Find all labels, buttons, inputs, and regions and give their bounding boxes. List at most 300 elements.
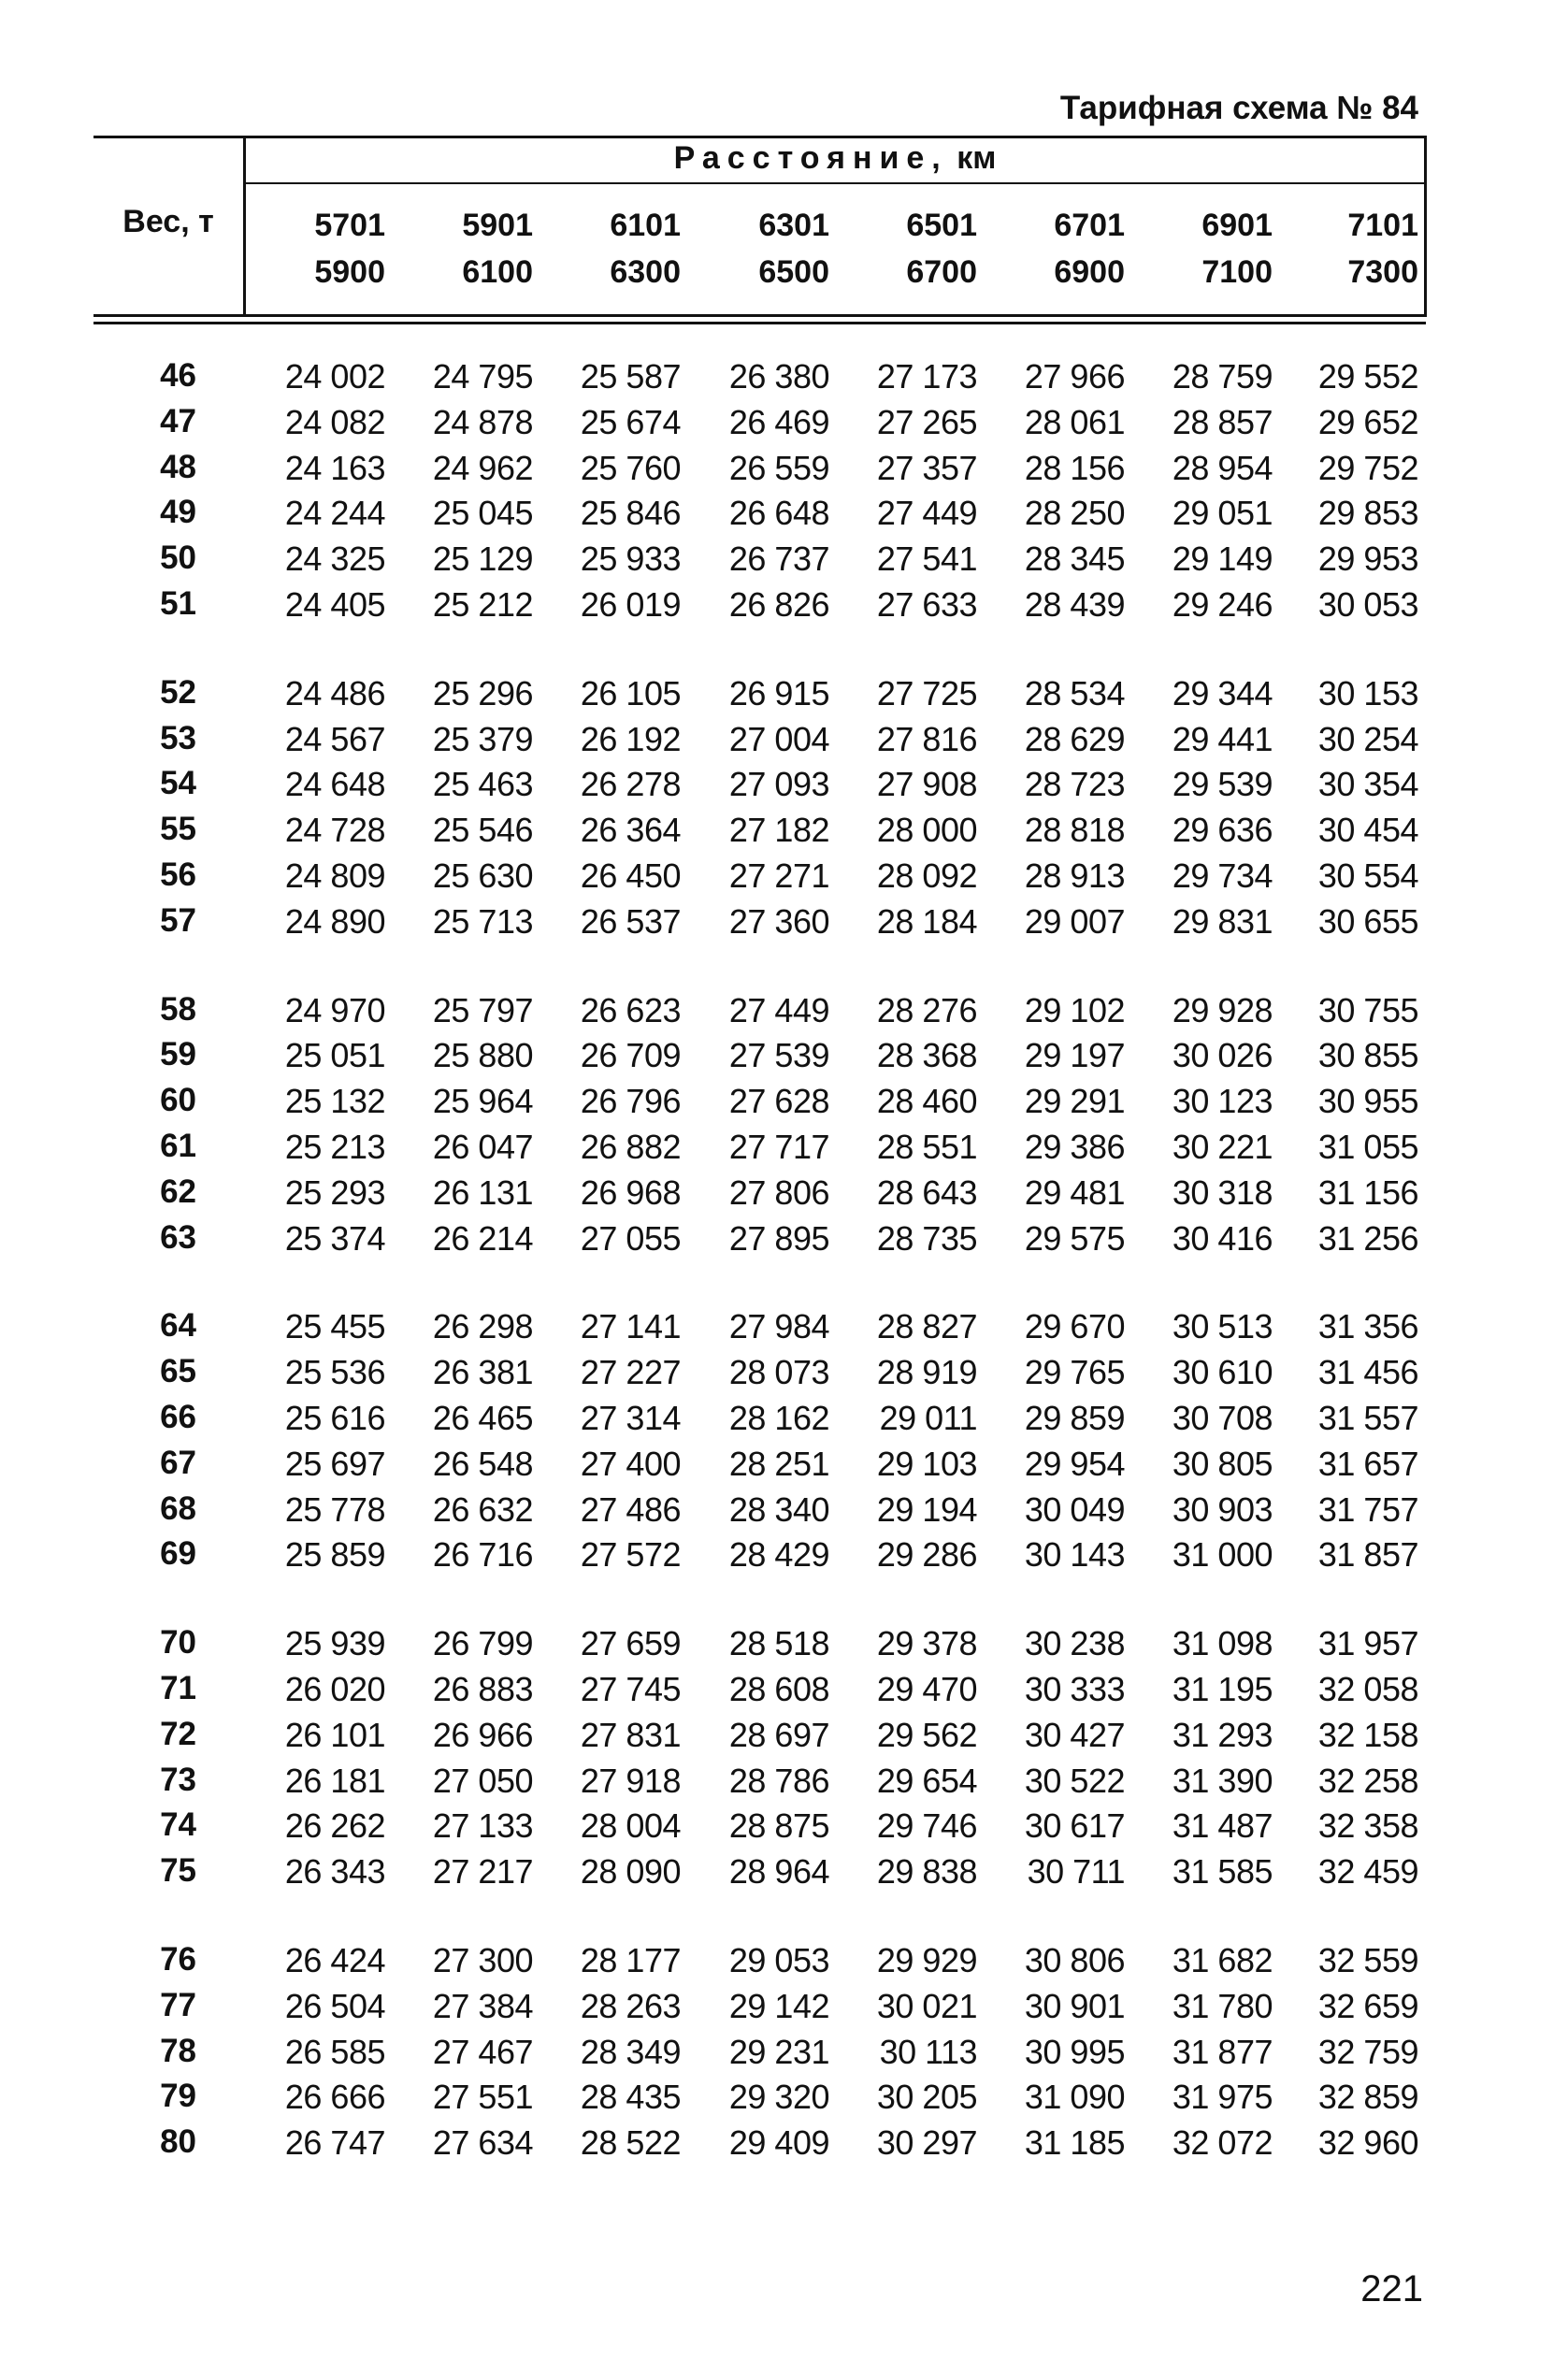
column-head-from: 6701 xyxy=(1054,208,1125,243)
tariff-cell: 31 055 xyxy=(1317,1128,1418,1166)
tariff-cell: 26 020 xyxy=(284,1670,385,1708)
column-head-from: 5701 xyxy=(314,208,385,243)
tariff-cell: 26 882 xyxy=(580,1128,681,1166)
tariff-cell: 27 141 xyxy=(580,1307,681,1346)
tariff-cell: 25 797 xyxy=(432,990,533,1029)
header-bottom-rule-2 xyxy=(94,322,1426,324)
tariff-cell: 31 293 xyxy=(1172,1715,1273,1754)
tariff-cell: 26 019 xyxy=(580,585,681,624)
tariff-cell: 28 090 xyxy=(580,1852,681,1892)
tariff-cell: 26 298 xyxy=(432,1307,533,1346)
tariff-cell: 27 908 xyxy=(876,765,977,804)
weight-cell: 66 xyxy=(160,1399,196,1435)
tariff-cell: 27 895 xyxy=(728,1218,829,1258)
tariff-cell: 32 258 xyxy=(1317,1761,1418,1800)
tariff-cell: 31 356 xyxy=(1317,1307,1418,1346)
tariff-cell: 29 378 xyxy=(876,1624,977,1663)
tariff-cell: 29 286 xyxy=(876,1535,977,1575)
tariff-cell: 28 435 xyxy=(580,2078,681,2117)
tariff-cell: 29 481 xyxy=(1024,1173,1125,1212)
tariff-cell: 26 465 xyxy=(432,1399,533,1437)
tariff-cell: 25 296 xyxy=(432,673,533,712)
tariff-cell: 31 757 xyxy=(1317,1489,1418,1529)
tariff-cell: 30 806 xyxy=(1024,1941,1125,1979)
tariff-cell: 30 238 xyxy=(1024,1624,1125,1663)
tariff-cell: 27 004 xyxy=(728,719,829,758)
tariff-cell: 26 548 xyxy=(432,1444,533,1483)
tariff-cell: 30 354 xyxy=(1317,765,1418,804)
tariff-cell: 27 271 xyxy=(728,856,829,895)
tariff-cell: 31 456 xyxy=(1317,1353,1418,1392)
tariff-cell: 30 617 xyxy=(1024,1806,1125,1846)
column-head-to: 6700 xyxy=(906,254,977,290)
weight-column-label: Вес, т xyxy=(122,204,214,239)
tariff-cell: 27 551 xyxy=(432,2078,533,2117)
weight-cell: 51 xyxy=(160,585,196,622)
header-bottom-rule-1 xyxy=(94,314,1426,317)
tariff-cell: 26 883 xyxy=(432,1670,533,1708)
tariff-cell: 28 073 xyxy=(728,1353,829,1392)
weight-cell: 80 xyxy=(160,2123,196,2161)
tariff-cell: 32 158 xyxy=(1317,1715,1418,1754)
tariff-cell: 25 939 xyxy=(284,1624,385,1663)
tariff-cell: 25 713 xyxy=(432,901,533,941)
tariff-cell: 31 090 xyxy=(1024,2078,1125,2117)
tariff-cell: 29 344 xyxy=(1172,673,1273,712)
tariff-cell: 29 562 xyxy=(876,1715,977,1754)
page-number: 221 xyxy=(1360,2268,1423,2309)
tariff-cell: 26 966 xyxy=(432,1715,533,1754)
header-top-rule xyxy=(94,136,1426,138)
tariff-cell: 30 805 xyxy=(1172,1444,1273,1483)
tariff-cell: 28 184 xyxy=(876,901,977,941)
tariff-cell: 24 890 xyxy=(284,901,385,941)
tariff-cell: 26 450 xyxy=(580,856,681,895)
tariff-cell: 27 400 xyxy=(580,1444,681,1483)
weight-cell: 64 xyxy=(160,1307,196,1345)
tariff-cell: 26 380 xyxy=(728,357,829,396)
tariff-cell: 27 357 xyxy=(876,448,977,487)
tariff-cell: 27 634 xyxy=(432,2123,533,2163)
tariff-cell: 27 966 xyxy=(1024,357,1125,396)
tariff-cell: 31 877 xyxy=(1172,2032,1273,2071)
tariff-cell: 27 449 xyxy=(728,990,829,1029)
tariff-cell: 31 000 xyxy=(1172,1535,1273,1575)
tariff-cell: 27 745 xyxy=(580,1670,681,1708)
tariff-cell: 28 177 xyxy=(580,1941,681,1979)
tariff-cell: 31 780 xyxy=(1172,1986,1273,2025)
tariff-cell: 28 723 xyxy=(1024,765,1125,804)
weight-cell: 57 xyxy=(160,901,196,939)
tariff-cell: 29 149 xyxy=(1172,540,1273,579)
distance-rule xyxy=(245,182,1426,184)
column-head-from: 5901 xyxy=(462,208,533,243)
tariff-cell: 28 368 xyxy=(876,1036,977,1075)
tariff-cell: 31 657 xyxy=(1317,1444,1418,1483)
tariff-cell: 29 539 xyxy=(1172,765,1273,804)
weight-cell: 47 xyxy=(160,402,196,439)
tariff-cell: 30 021 xyxy=(876,1986,977,2025)
tariff-cell: 30 333 xyxy=(1024,1670,1125,1708)
tariff-cell: 29 103 xyxy=(876,1444,977,1483)
tariff-cell: 29 929 xyxy=(876,1941,977,1979)
tariff-cell: 25 846 xyxy=(580,494,681,533)
tariff-cell: 28 250 xyxy=(1024,494,1125,533)
tariff-cell: 29 386 xyxy=(1024,1128,1125,1166)
tariff-cell: 24 970 xyxy=(284,990,385,1029)
distance-label xyxy=(245,140,1425,177)
tariff-cell: 28 608 xyxy=(728,1670,829,1708)
tariff-cell: 32 859 xyxy=(1317,2078,1418,2117)
weight-cell: 72 xyxy=(160,1715,196,1752)
tariff-cell: 27 217 xyxy=(432,1852,533,1892)
tariff-cell: 27 725 xyxy=(876,673,977,712)
weight-cell: 62 xyxy=(160,1173,196,1210)
tariff-cell: 28 913 xyxy=(1024,856,1125,895)
tariff-cell: 30 901 xyxy=(1024,1986,1125,2025)
tariff-cell: 29 853 xyxy=(1317,494,1418,533)
tariff-cell: 28 004 xyxy=(580,1806,681,1846)
tariff-cell: 30 113 xyxy=(879,2032,977,2071)
tariff-cell: 27 633 xyxy=(876,585,977,624)
weight-cell: 46 xyxy=(160,357,196,394)
tariff-cell: 25 880 xyxy=(432,1036,533,1075)
tariff-cell: 27 384 xyxy=(432,1986,533,2025)
tariff-cell: 29 007 xyxy=(1024,901,1125,941)
weight-cell: 60 xyxy=(160,1082,196,1119)
weight-cell: 48 xyxy=(160,448,196,485)
tariff-cell: 30 708 xyxy=(1172,1399,1273,1437)
tariff-cell: 30 655 xyxy=(1317,901,1418,941)
tariff-cell: 26 343 xyxy=(284,1852,385,1892)
tariff-cell: 32 358 xyxy=(1317,1806,1418,1846)
tariff-cell: 31 957 xyxy=(1317,1624,1418,1663)
tariff-cell: 25 546 xyxy=(432,811,533,850)
column-head-from: 6101 xyxy=(610,208,681,243)
tariff-cell: 28 818 xyxy=(1024,811,1125,850)
tariff-cell: 27 806 xyxy=(728,1173,829,1212)
tariff-cell: 31 557 xyxy=(1317,1399,1418,1437)
tariff-cell: 27 300 xyxy=(432,1941,533,1979)
tariff-cell: 27 449 xyxy=(876,494,977,533)
tariff-cell: 24 325 xyxy=(284,540,385,579)
tariff-cell: 30 026 xyxy=(1172,1036,1273,1075)
tariff-cell: 26 047 xyxy=(432,1128,533,1166)
column-head-from: 6301 xyxy=(758,208,829,243)
tariff-cell: 25 463 xyxy=(432,765,533,804)
tariff-cell: 28 629 xyxy=(1024,719,1125,758)
tariff-cell: 26 105 xyxy=(580,673,681,712)
tariff-cell: 28 518 xyxy=(728,1624,829,1663)
tariff-cell: 26 632 xyxy=(432,1489,533,1529)
tariff-cell: 30 513 xyxy=(1172,1307,1273,1346)
tariff-cell: 27 918 xyxy=(580,1761,681,1800)
tariff-cell: 31 195 xyxy=(1172,1670,1273,1708)
tariff-cell: 28 156 xyxy=(1024,448,1125,487)
tariff-cell: 30 153 xyxy=(1317,673,1418,712)
tariff-cell: 28 092 xyxy=(876,856,977,895)
weight-cell: 61 xyxy=(160,1128,196,1164)
tariff-cell: 27 182 xyxy=(728,811,829,850)
tariff-cell: 29 231 xyxy=(728,2032,829,2071)
tariff-cell: 25 536 xyxy=(284,1353,385,1392)
tariff-cell: 28 697 xyxy=(728,1715,829,1754)
tariff-cell: 25 051 xyxy=(284,1036,385,1075)
tariff-cell: 28 919 xyxy=(876,1353,977,1392)
tariff-cell: 26 648 xyxy=(728,494,829,533)
tariff-cell: 29 670 xyxy=(1024,1307,1125,1346)
tariff-cell: 30 522 xyxy=(1024,1761,1125,1800)
tariff-cell: 28 551 xyxy=(876,1128,977,1166)
tariff-cell: 26 262 xyxy=(284,1806,385,1846)
tariff-cell: 32 072 xyxy=(1172,2123,1273,2163)
tariff-cell: 26 504 xyxy=(284,1986,385,2025)
tariff-cell: 28 349 xyxy=(580,2032,681,2071)
tariff-cell: 28 162 xyxy=(728,1399,829,1437)
tariff-cell: 27 541 xyxy=(876,540,977,579)
tariff-cell: 26 799 xyxy=(432,1624,533,1663)
tariff-cell: 32 659 xyxy=(1317,1986,1418,2025)
tariff-cell: 24 405 xyxy=(284,585,385,624)
tariff-cell: 30 711 xyxy=(1027,1852,1125,1892)
tariff-cell: 25 213 xyxy=(284,1128,385,1166)
tariff-cell: 25 697 xyxy=(284,1444,385,1483)
tariff-cell: 26 181 xyxy=(284,1761,385,1800)
weight-cell: 74 xyxy=(160,1806,196,1844)
tariff-cell: 26 469 xyxy=(728,402,829,441)
tariff-cell: 26 131 xyxy=(432,1173,533,1212)
tariff-cell: 25 455 xyxy=(284,1307,385,1346)
tariff-cell: 24 728 xyxy=(284,811,385,850)
tariff-cell: 29 011 xyxy=(879,1399,977,1437)
tariff-cell: 26 915 xyxy=(728,673,829,712)
tariff-cell: 27 133 xyxy=(432,1806,533,1846)
weight-cell: 49 xyxy=(160,494,196,531)
tariff-cell: 25 132 xyxy=(284,1082,385,1121)
tariff-cell: 25 129 xyxy=(432,540,533,579)
tariff-cell: 27 093 xyxy=(728,765,829,804)
tariff-cell: 30 053 xyxy=(1317,585,1418,624)
column-head-to: 6900 xyxy=(1054,254,1125,290)
tariff-cell: 29 953 xyxy=(1317,540,1418,579)
tariff-cell: 28 534 xyxy=(1024,673,1125,712)
tariff-cell: 24 795 xyxy=(432,357,533,396)
tariff-cell: 27 360 xyxy=(728,901,829,941)
weight-cell: 78 xyxy=(160,2032,196,2069)
tariff-cell: 24 163 xyxy=(284,448,385,487)
tariff-cell: 28 000 xyxy=(876,811,977,850)
tariff-cell: 29 291 xyxy=(1024,1082,1125,1121)
tariff-cell: 27 055 xyxy=(580,1218,681,1258)
column-head-to: 5900 xyxy=(314,254,385,290)
weight-cell: 70 xyxy=(160,1624,196,1662)
weight-cell: 55 xyxy=(160,811,196,848)
tariff-cell: 27 816 xyxy=(876,719,977,758)
tariff-cell: 26 709 xyxy=(580,1036,681,1075)
tariff-cell: 29 838 xyxy=(876,1852,977,1892)
tariff-cell: 30 610 xyxy=(1172,1353,1273,1392)
weight-cell: 75 xyxy=(160,1852,196,1890)
tariff-cell: 29 246 xyxy=(1172,585,1273,624)
tariff-cell: 29 831 xyxy=(1172,901,1273,941)
tariff-cell: 30 318 xyxy=(1172,1173,1273,1212)
tariff-cell: 29 552 xyxy=(1317,357,1418,396)
column-head-to: 7100 xyxy=(1201,254,1273,290)
tariff-cell: 26 737 xyxy=(728,540,829,579)
tariff-cell: 24 244 xyxy=(284,494,385,533)
tariff-cell: 27 467 xyxy=(432,2032,533,2071)
tariff-cell: 27 486 xyxy=(580,1489,681,1529)
weight-cell: 76 xyxy=(160,1941,196,1978)
tariff-cell: 29 654 xyxy=(876,1761,977,1800)
column-head-to: 6100 xyxy=(462,254,533,290)
tariff-cell: 30 427 xyxy=(1024,1715,1125,1754)
tariff-cell: 24 082 xyxy=(284,402,385,441)
tariff-cell: 30 254 xyxy=(1317,719,1418,758)
tariff-cell: 31 098 xyxy=(1172,1624,1273,1663)
tariff-cell: 24 486 xyxy=(284,673,385,712)
tariff-cell: 24 878 xyxy=(432,402,533,441)
tariff-cell: 30 855 xyxy=(1317,1036,1418,1075)
tariff-cell: 27 050 xyxy=(432,1761,533,1800)
tariff-cell: 27 572 xyxy=(580,1535,681,1575)
tariff-cell: 27 173 xyxy=(876,357,977,396)
tariff-cell: 26 278 xyxy=(580,765,681,804)
tariff-cell: 25 859 xyxy=(284,1535,385,1575)
tariff-cell: 28 786 xyxy=(728,1761,829,1800)
tariff-cell: 26 559 xyxy=(728,448,829,487)
weight-cell: 67 xyxy=(160,1444,196,1481)
column-head-to: 6300 xyxy=(610,254,681,290)
tariff-cell: 26 826 xyxy=(728,585,829,624)
tariff-cell: 25 293 xyxy=(284,1173,385,1212)
tariff-cell: 29 734 xyxy=(1172,856,1273,895)
weight-cell: 50 xyxy=(160,540,196,577)
tariff-cell: 31 975 xyxy=(1172,2078,1273,2117)
tariff-cell: 27 659 xyxy=(580,1624,681,1663)
weight-cell: 68 xyxy=(160,1489,196,1527)
tariff-cell: 26 666 xyxy=(284,2078,385,2117)
tariff-cell: 30 903 xyxy=(1172,1489,1273,1529)
tariff-cell: 30 297 xyxy=(876,2123,977,2163)
tariff-cell: 28 643 xyxy=(876,1173,977,1212)
tariff-cell: 24 567 xyxy=(284,719,385,758)
tariff-cell: 29 470 xyxy=(876,1670,977,1708)
column-head-to: 6500 xyxy=(758,254,829,290)
tariff-cell: 26 192 xyxy=(580,719,681,758)
tariff-cell: 31 857 xyxy=(1317,1535,1418,1575)
tariff-cell: 30 205 xyxy=(876,2078,977,2117)
tariff-cell: 29 954 xyxy=(1024,1444,1125,1483)
tariff-cell: 29 752 xyxy=(1317,448,1418,487)
tariff-cell: 28 340 xyxy=(728,1489,829,1529)
tariff-cell: 31 256 xyxy=(1317,1218,1418,1258)
tariff-cell: 30 755 xyxy=(1317,990,1418,1029)
tariff-cell: 31 185 xyxy=(1024,2123,1125,2163)
tariff-cell: 29 320 xyxy=(728,2078,829,2117)
tariff-cell: 26 424 xyxy=(284,1941,385,1979)
tariff-cell: 29 928 xyxy=(1172,990,1273,1029)
weight-cell: 52 xyxy=(160,673,196,711)
tariff-cell: 28 251 xyxy=(728,1444,829,1483)
tariff-cell: 25 964 xyxy=(432,1082,533,1121)
scheme-title: Тарифная схема № 84 xyxy=(1059,90,1418,126)
tariff-cell: 31 390 xyxy=(1172,1761,1273,1800)
tariff-cell: 27 717 xyxy=(728,1128,829,1166)
tariff-cell: 26 101 xyxy=(284,1715,385,1754)
tariff-cell: 32 058 xyxy=(1317,1670,1418,1708)
tariff-cell: 25 760 xyxy=(580,448,681,487)
tariff-cell: 31 585 xyxy=(1172,1852,1273,1892)
tariff-cell: 30 123 xyxy=(1172,1082,1273,1121)
tariff-cell: 27 227 xyxy=(580,1353,681,1392)
tariff-cell: 26 716 xyxy=(432,1535,533,1575)
tariff-cell: 28 263 xyxy=(580,1986,681,2025)
tariff-cell: 26 214 xyxy=(432,1218,533,1258)
tariff-cell: 24 962 xyxy=(432,448,533,487)
tariff-cell: 26 747 xyxy=(284,2123,385,2163)
column-head-from: 6501 xyxy=(906,208,977,243)
tariff-cell: 28 460 xyxy=(876,1082,977,1121)
weight-cell: 69 xyxy=(160,1535,196,1573)
tariff-cell: 32 759 xyxy=(1317,2032,1418,2071)
tariff-cell: 29 051 xyxy=(1172,494,1273,533)
tariff-cell: 25 045 xyxy=(432,494,533,533)
tariff-cell: 31 156 xyxy=(1317,1173,1418,1212)
tariff-cell: 28 954 xyxy=(1172,448,1273,487)
tariff-cell: 29 652 xyxy=(1317,402,1418,441)
tariff-cell: 29 575 xyxy=(1024,1218,1125,1258)
tariff-cell: 30 955 xyxy=(1317,1082,1418,1121)
tariff-cell: 29 746 xyxy=(876,1806,977,1846)
tariff-cell: 31 487 xyxy=(1172,1806,1273,1846)
tariff-cell: 29 194 xyxy=(876,1489,977,1529)
weight-cell: 71 xyxy=(160,1670,196,1706)
weight-cell: 77 xyxy=(160,1986,196,2023)
tariff-cell: 27 831 xyxy=(580,1715,681,1754)
tariff-cell: 26 537 xyxy=(580,901,681,941)
tariff-cell: 28 759 xyxy=(1172,357,1273,396)
tariff-cell: 27 539 xyxy=(728,1036,829,1075)
tariff-cell: 27 984 xyxy=(728,1307,829,1346)
tariff-cell: 28 345 xyxy=(1024,540,1125,579)
tariff-cell: 25 374 xyxy=(284,1218,385,1258)
tariff-cell: 25 630 xyxy=(432,856,533,895)
tariff-cell: 30 995 xyxy=(1024,2032,1125,2071)
tariff-cell: 28 827 xyxy=(876,1307,977,1346)
weight-cell: 58 xyxy=(160,990,196,1028)
tariff-cell: 28 429 xyxy=(728,1535,829,1575)
weight-cell: 59 xyxy=(160,1036,196,1073)
tariff-cell: 29 636 xyxy=(1172,811,1273,850)
tariff-cell: 29 409 xyxy=(728,2123,829,2163)
tariff-cell: 25 778 xyxy=(284,1489,385,1529)
column-head-to: 7300 xyxy=(1347,254,1418,290)
tariff-cell: 32 559 xyxy=(1317,1941,1418,1979)
weight-cell: 79 xyxy=(160,2078,196,2115)
tariff-cell: 28 439 xyxy=(1024,585,1125,624)
tariff-cell: 25 379 xyxy=(432,719,533,758)
tariff-cell: 25 674 xyxy=(580,402,681,441)
tariff-cell: 29 441 xyxy=(1172,719,1273,758)
tariff-cell: 24 809 xyxy=(284,856,385,895)
tariff-cell: 32 459 xyxy=(1317,1852,1418,1892)
tariff-cell: 30 454 xyxy=(1317,811,1418,850)
tariff-cell: 25 616 xyxy=(284,1399,385,1437)
tariff-cell: 28 061 xyxy=(1024,402,1125,441)
distance-word: Расстояние, xyxy=(673,140,948,176)
distance-unit: км xyxy=(957,140,997,176)
